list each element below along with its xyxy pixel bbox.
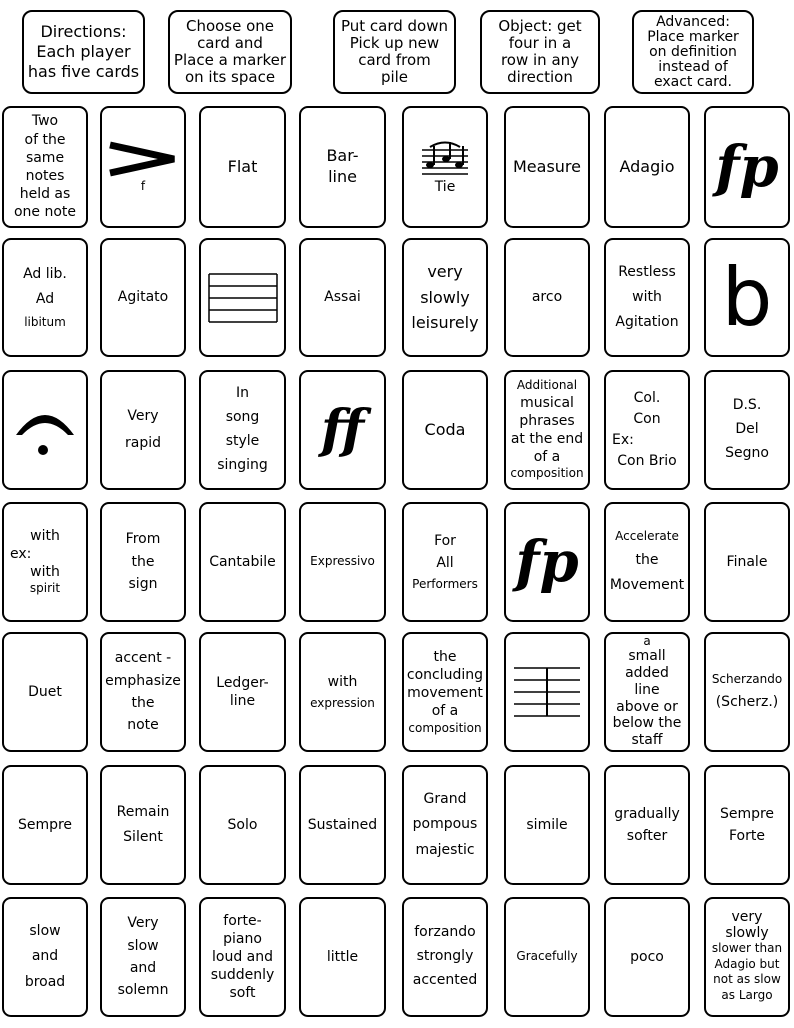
- card-text: solemn: [117, 982, 169, 999]
- card-text: song: [225, 409, 260, 426]
- card-text: Silent: [123, 829, 163, 845]
- card-text: not as slow: [713, 972, 781, 987]
- card-text: Forte: [729, 828, 765, 844]
- card-text: staff: [631, 732, 663, 749]
- ff-icon: ff: [320, 399, 364, 460]
- card-text: Additional: [516, 378, 578, 393]
- card-text: Remain: [116, 803, 170, 820]
- card-text: of the: [24, 131, 66, 148]
- card-text: Con Brio: [617, 453, 677, 469]
- card-text: Flat: [227, 156, 258, 176]
- game-card[interactable]: [704, 502, 790, 622]
- game-card[interactable]: [402, 502, 488, 622]
- game-card[interactable]: [199, 370, 286, 490]
- game-card[interactable]: [704, 238, 790, 357]
- card-text: Sustained: [307, 816, 378, 833]
- card-text: slowly: [725, 924, 769, 941]
- game-card[interactable]: [504, 765, 590, 885]
- game-card[interactable]: [100, 238, 186, 357]
- game-card[interactable]: [402, 238, 488, 357]
- fermata-icon: [10, 395, 80, 465]
- card-text: accented: [412, 971, 478, 988]
- game-card[interactable]: [402, 897, 488, 1017]
- game-card[interactable]: [2, 106, 88, 228]
- card-text: forte-: [223, 912, 262, 929]
- card-text: with: [30, 564, 60, 581]
- card-text: Grand: [423, 791, 467, 808]
- card-text: Scherzando: [711, 671, 783, 686]
- card-text: arco: [531, 289, 563, 306]
- card-text: loud and: [211, 948, 273, 965]
- card-text: Agitato: [117, 289, 169, 306]
- game-card[interactable]: [2, 238, 88, 357]
- card-text: line: [328, 167, 357, 186]
- game-card[interactable]: [299, 765, 386, 885]
- card-text: emphasize: [105, 672, 181, 689]
- game-card[interactable]: [2, 632, 88, 752]
- card-text: and: [129, 960, 157, 976]
- direction-line: Place marker: [647, 28, 739, 45]
- game-card[interactable]: [604, 765, 690, 885]
- card-text: softer: [626, 828, 668, 844]
- card-text: singing: [217, 456, 268, 473]
- card-text: below the: [612, 715, 682, 732]
- card-text: slow: [29, 923, 61, 940]
- card-text: small: [628, 648, 666, 665]
- card-text: the: [131, 553, 155, 570]
- card-text: and: [31, 948, 59, 965]
- game-card[interactable]: [2, 502, 88, 622]
- direction-line: has five cards: [27, 62, 140, 81]
- card-text: Measure: [513, 156, 581, 176]
- card-text: Adagio but: [714, 956, 780, 971]
- card-text: Sempre: [17, 816, 73, 833]
- game-card[interactable]: [100, 632, 186, 752]
- card-text: From: [125, 531, 161, 548]
- game-card[interactable]: [299, 502, 386, 622]
- card-text: sign: [128, 576, 158, 593]
- direction-line: Choose one: [185, 17, 275, 35]
- card-text: at the end: [510, 431, 584, 447]
- game-card[interactable]: [402, 632, 488, 752]
- card-text: Del: [735, 421, 759, 438]
- directions-box: [333, 10, 456, 94]
- card-text: very: [427, 262, 463, 282]
- card-text: All: [436, 555, 454, 572]
- directions-box: [632, 10, 754, 94]
- card-text: Movement: [609, 576, 685, 593]
- tie-icon: [420, 138, 470, 178]
- card-text: with: [632, 288, 662, 305]
- card-text: concluding: [406, 667, 484, 684]
- card-text: one note: [13, 204, 77, 221]
- card-text: D.S.: [732, 397, 762, 414]
- card-text: Tie: [434, 178, 456, 195]
- game-card[interactable]: [704, 765, 790, 885]
- game-card[interactable]: [199, 765, 286, 885]
- game-card[interactable]: [604, 502, 690, 622]
- card-text: composition: [510, 466, 584, 481]
- card-text: very: [731, 909, 763, 926]
- card-text: Ad lib.: [23, 265, 67, 282]
- game-card[interactable]: [504, 897, 590, 1017]
- card-text: Duet: [28, 683, 62, 700]
- card-text: Ledger-: [216, 674, 269, 691]
- card-text: Very: [127, 915, 159, 932]
- card-text: Very: [127, 408, 159, 425]
- card-text: soft: [229, 985, 256, 1002]
- card-text: Cantabile: [209, 553, 276, 570]
- card-text: For: [434, 533, 456, 550]
- card-text: Assai: [324, 289, 361, 306]
- card-text: broad: [24, 973, 66, 990]
- game-card[interactable]: [100, 502, 186, 622]
- card-text: the: [131, 695, 155, 711]
- direction-line: Advanced:: [656, 13, 730, 30]
- card-text: Restless: [618, 263, 676, 280]
- direction-line: Put card down: [340, 17, 449, 35]
- game-card[interactable]: [704, 370, 790, 490]
- game-card[interactable]: [704, 106, 790, 228]
- card-text: Bar-: [326, 146, 359, 166]
- card-text: Sempre: [719, 805, 775, 822]
- card-text: Finale: [726, 553, 768, 570]
- card-text: Col.: [633, 390, 661, 406]
- direction-line: row in any: [500, 51, 580, 69]
- fp-icon: fp: [715, 134, 779, 200]
- card-text: piano: [223, 930, 262, 947]
- game-card[interactable]: [402, 370, 488, 490]
- game-card[interactable]: [299, 897, 386, 1017]
- card-text: Two: [31, 113, 59, 130]
- card-text: with: [30, 527, 60, 544]
- card-text: slower than: [711, 941, 783, 956]
- directions-box: [168, 10, 292, 94]
- direction-line: Each player: [36, 42, 131, 61]
- card-text: Coda: [424, 419, 466, 439]
- card-text: of a: [533, 449, 561, 466]
- direction-line: on its space: [184, 68, 276, 86]
- game-card[interactable]: [604, 370, 690, 490]
- card-text: style: [225, 433, 260, 449]
- game-card[interactable]: [199, 238, 286, 357]
- card-text: majestic: [415, 841, 475, 858]
- direction-line: Object: get: [498, 17, 582, 35]
- card-text: a: [643, 634, 651, 649]
- card-text: Agitation: [615, 314, 679, 331]
- direction-line: card and: [197, 34, 263, 52]
- game-card[interactable]: [604, 238, 690, 357]
- game-card[interactable]: [2, 765, 88, 885]
- card-text: Accelerate: [615, 529, 679, 544]
- card-text: as Largo: [721, 987, 773, 1002]
- card-text: the: [635, 551, 659, 568]
- card-text: Ad: [35, 290, 55, 307]
- card-text: Segno: [725, 444, 769, 461]
- game-card[interactable]: [704, 632, 790, 752]
- card-text: strongly: [416, 948, 474, 965]
- staff-icon: [207, 268, 279, 328]
- card-text: composition: [408, 720, 482, 735]
- card-text: slow: [127, 937, 159, 954]
- card-text: simile: [526, 816, 568, 833]
- card-text: little: [326, 948, 359, 965]
- flat-icon: b: [721, 250, 773, 344]
- card-text: held as: [19, 186, 71, 203]
- game-card[interactable]: [402, 106, 488, 228]
- card-text: suddenly: [210, 967, 275, 984]
- card-text: spirit: [29, 581, 61, 596]
- game-card[interactable]: [604, 897, 690, 1017]
- game-card[interactable]: [504, 370, 590, 490]
- barline-icon: [512, 662, 582, 722]
- game-card[interactable]: [2, 897, 88, 1017]
- card-text: phrases: [519, 412, 575, 429]
- card-text: of a: [431, 703, 459, 720]
- card-text: notes: [25, 168, 65, 184]
- game-card[interactable]: [299, 632, 386, 752]
- accent-icon: [108, 139, 178, 179]
- direction-line: on definition: [649, 43, 737, 60]
- card-text: leisurely: [411, 313, 479, 333]
- fp-icon: fp: [515, 529, 579, 595]
- game-card[interactable]: [604, 106, 690, 228]
- card-text: rapid: [125, 435, 161, 451]
- card-text: note: [127, 717, 159, 734]
- game-card[interactable]: [100, 765, 186, 885]
- game-card[interactable]: [199, 632, 286, 752]
- direction-line: four in a: [508, 34, 572, 52]
- game-card[interactable]: [199, 502, 286, 622]
- card-text: same: [25, 149, 65, 166]
- card-text: Performers: [412, 576, 478, 591]
- card-text: slowly: [420, 287, 470, 307]
- card-text: pompous: [412, 816, 478, 833]
- game-card[interactable]: [299, 370, 386, 490]
- card-text: line: [634, 681, 660, 698]
- game-card[interactable]: [504, 502, 590, 622]
- card-text: Solo: [227, 816, 258, 833]
- game-card[interactable]: [100, 106, 186, 228]
- card-text: Expressivo: [310, 554, 375, 569]
- card-text: added: [625, 665, 669, 681]
- card-text: above or: [616, 698, 678, 715]
- direction-line: Directions:: [40, 22, 127, 41]
- card-text: with: [327, 674, 358, 691]
- card-text: Gracefully: [516, 949, 578, 964]
- card-text: musical: [520, 394, 574, 411]
- card-text: line: [229, 693, 256, 709]
- game-card[interactable]: [504, 238, 590, 357]
- direction-line: card from: [358, 51, 431, 69]
- game-card[interactable]: [604, 632, 690, 752]
- direction-line: direction: [507, 68, 573, 86]
- game-card[interactable]: [2, 370, 88, 490]
- card-text: movement: [407, 685, 483, 702]
- card-text: (Scherz.): [715, 694, 779, 711]
- card-text: forzando: [414, 924, 476, 941]
- card-text: libitum: [24, 314, 66, 329]
- card-text: expression: [310, 695, 375, 710]
- card-text: the: [433, 648, 457, 665]
- game-card[interactable]: [100, 370, 186, 490]
- card-text: ex:: [10, 546, 32, 563]
- card-text: Ex:: [612, 432, 634, 448]
- card-text: Adagio: [619, 156, 675, 176]
- direction-line: instead of: [658, 58, 728, 75]
- card-text: poco: [630, 948, 664, 965]
- direction-line: exact card.: [654, 73, 732, 90]
- directions-box: [22, 10, 145, 94]
- game-card[interactable]: [402, 765, 488, 885]
- game-card[interactable]: [199, 897, 286, 1017]
- directions-box: [480, 10, 600, 94]
- card-text: Con: [633, 411, 661, 427]
- game-card[interactable]: [100, 897, 186, 1017]
- card-text: gradually: [614, 805, 680, 822]
- direction-line: Place a marker: [173, 51, 287, 69]
- game-card[interactable]: [299, 106, 386, 228]
- game-card[interactable]: [299, 238, 386, 357]
- direction-line: Pick up new: [349, 34, 440, 52]
- game-card[interactable]: [199, 106, 286, 228]
- game-card[interactable]: [504, 106, 590, 228]
- card-text: f: [140, 179, 146, 194]
- direction-line: pile: [380, 68, 409, 86]
- game-card[interactable]: [504, 632, 590, 752]
- game-card[interactable]: [704, 897, 790, 1017]
- card-text: accent -: [114, 650, 172, 667]
- card-text: In: [235, 385, 249, 402]
